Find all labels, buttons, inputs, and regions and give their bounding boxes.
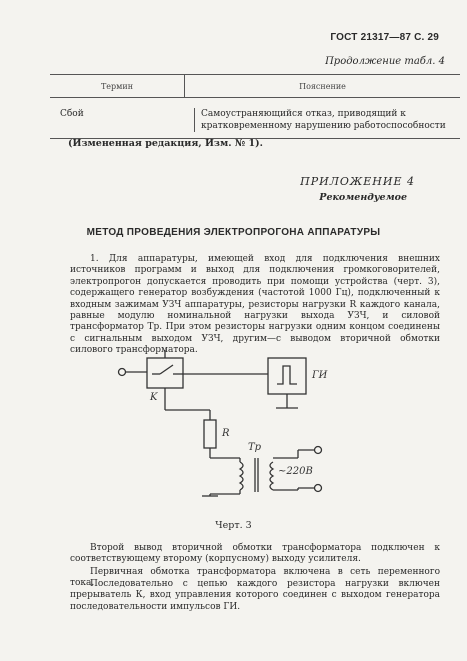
section-title: МЕТОД ПРОВЕДЕНИЯ ЭЛЕКТРОПРОГОНА АППАРАТУРЫ [86, 227, 381, 238]
generator-box [268, 358, 306, 394]
paragraph-4: Последовательно с цепью каждого резистора нагрузки включен прерыватель К, вход управления которого соединен с выходом генератора последовательности импульсов ГИ. [70, 579, 440, 612]
column-header-term: Термин [50, 75, 185, 97]
explanation-cell: Самоустраняющийся отказ, приводящий к кратковременному нарушению работоспособности [201, 109, 446, 131]
terms-table [50, 74, 460, 139]
table-header-row [50, 75, 460, 98]
resistor-label: R [222, 428, 230, 439]
column-header-explanation: Пояснение [299, 81, 346, 91]
switch-k-box [147, 358, 183, 388]
term-cell: Сбой [50, 108, 195, 132]
transformer-label: Тр [248, 442, 262, 453]
mains-terminal-1-icon [315, 447, 322, 454]
voltage-label: ~220В [278, 466, 313, 477]
paragraph-1: 1. Для аппаратуры, имеющей вход для подключения внешних источников программ и выход для подключения громкоговорителей, электропрогон допускается проводить при помощи устройства (черт. 3), содержащего генератор возбуждения (частотой 1000 Гц), подключенный к входным зажимам УЗЧ аппаратуры, резисторы нагрузки R каждого канала, равные модулю номинальной нагрузки выхода УЗЧ, и силовой трансформатор Тр. При этом резисторы нагрузки одним концом соединены с сигнальным выходом УЗЧ, другим—с выводом вторичной обмотки силового трансформатора. [70, 254, 440, 356]
appendix-label: ПРИЛОЖЕНИЕ 4 [300, 175, 415, 188]
circuit-diagram [110, 350, 360, 510]
table-continuation-note: Продолжение табл. 4 [325, 56, 445, 67]
table-row [50, 98, 460, 138]
switch-blade [160, 365, 173, 374]
figure-caption: Черт. 3 [215, 520, 252, 531]
input-terminal-icon [119, 369, 126, 376]
mains-terminal-2-icon [315, 485, 322, 492]
paragraph-3: Первичная обмотка трансформатора включена в сеть переменного тока. [70, 567, 440, 589]
amendment-note: (Измененная редакция, Изм. № 1). [68, 138, 263, 149]
generator-label: ГИ [312, 370, 328, 381]
resistor-r [204, 420, 216, 448]
page-header: ГОСТ 21317—87 С. 29 [330, 32, 439, 43]
switch-k-label: K [150, 392, 158, 403]
transformer-primary-coil [270, 462, 273, 490]
paragraph-2: Второй вывод вторичной обмотки трансформатора подключен к соответствующему второму (корпусному) выходу усилителя. [70, 543, 440, 565]
appendix-status: Рекомендуемое [319, 192, 407, 203]
transformer-secondary-coil [240, 462, 243, 490]
pulse-icon [277, 366, 297, 384]
